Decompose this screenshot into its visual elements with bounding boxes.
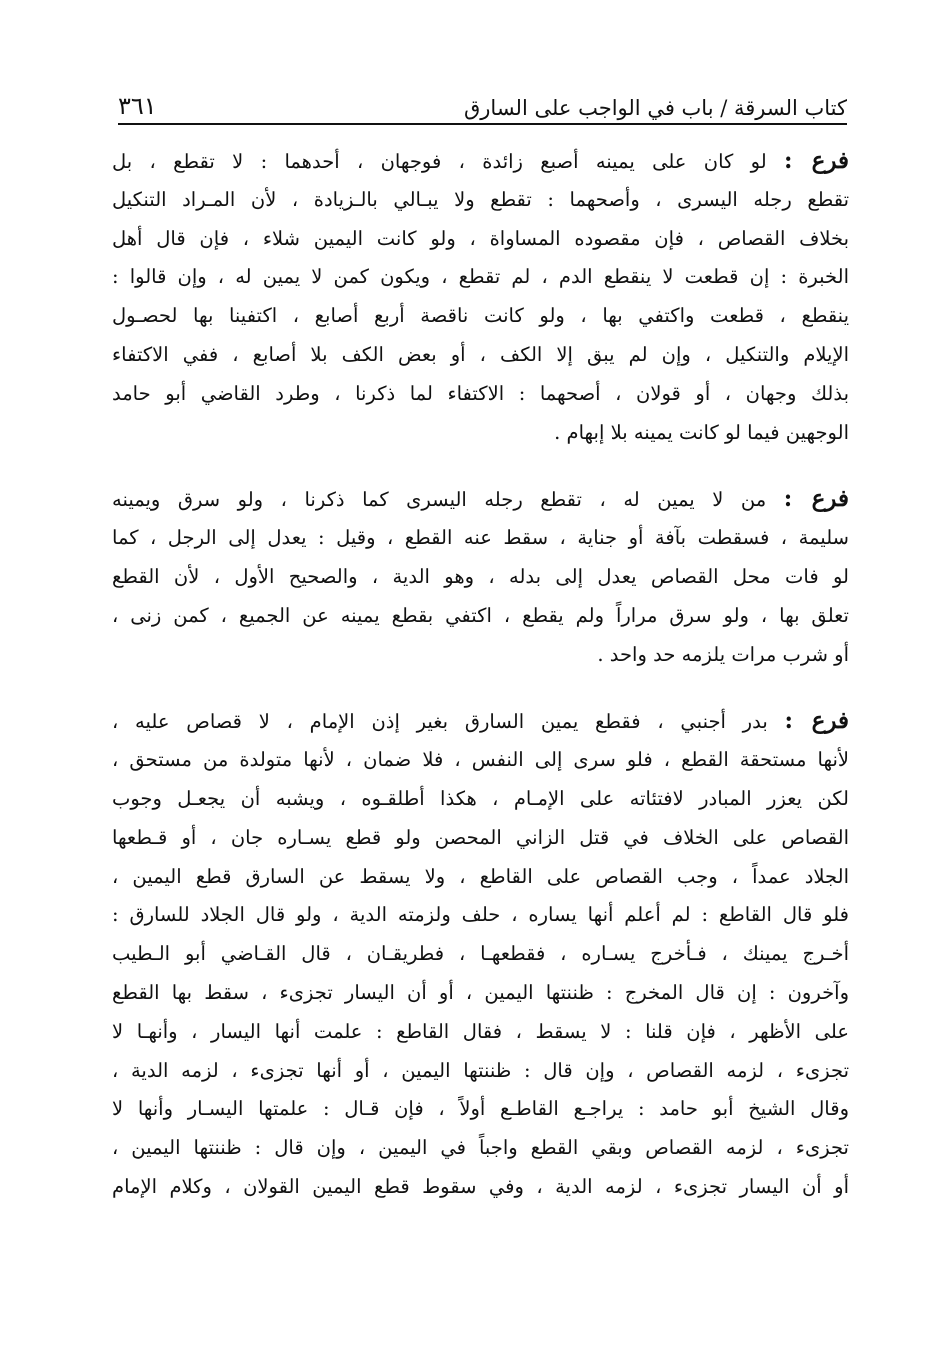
- text-line: لكن يعزر المبادر لافتئاته على الإمـام ، هكذا أطلقـوه ، ويشبه أن يجعـل وجوب: [112, 786, 849, 810]
- running-title: كتاب السرقة / باب في الواجب على السارق: [463, 96, 847, 120]
- section-label: فرع :: [784, 707, 849, 735]
- text-line: تجزىء ، لزمه القصاص وبقي القطع واجباً في اليمين ، وإن قال : ظننتها اليمين ،: [112, 1136, 849, 1160]
- text-line: أو أن اليسار تجزىء ، لزمه الدية ، وفي سقوط قطع اليمين القولان ، وكلام الإمام: [112, 1174, 849, 1198]
- paragraph-gap: [112, 674, 849, 702]
- text-line: أخـرج يمينك ، فـأخرج يسـاره ، فقطعهـا ، فطريقـان ، قال القـاضي أبو الـطيب: [112, 942, 849, 966]
- page-body: [112, 142, 849, 1207]
- text-line: تقطع رجله اليسرى ، وأصحهما : تقطع ولا يبـالي بالـزيادة ، لأن المـراد التنكيل: [112, 187, 849, 211]
- text-line: أو شرب مرات يلزمه حد واحد .: [597, 642, 849, 666]
- header-divider: [118, 123, 847, 125]
- paragraph-2: [112, 480, 849, 674]
- text-line: [112, 142, 849, 181]
- text-line: بذلك وجهان ، أو قولان ، أصحهما : الاكتفاء لما ذكرنا ، وطرد القاضي أبو حامد: [112, 381, 849, 405]
- text-line: الإيلام والتنكيل ، وإن لم يبق إلا الكف ، أو بعض الكف بلا أصابع ، ففي الاكتفاء: [112, 342, 849, 366]
- paragraph-1: [112, 142, 849, 452]
- text-line: [112, 702, 849, 741]
- text-line: فلو قال القاطع : لم أعلم أنها يساره ، حلف ولزمته الدية ، ولو قال الجلاد للسارق :: [112, 903, 849, 927]
- text-line: القصاص على الخلاف في قتل الزاني المحصن ولو قطع يسـاره جان ، أو قـطعها: [112, 825, 849, 849]
- line-text: لو كان على يمينه أصبع زائدة ، فوجهان ، أحدهما : لا تقطع ، بل: [112, 150, 767, 173]
- text-line: على الأظهر ، فإن قلنا : لا يسقط ، فقال القاطع : علمت أنها اليسار ، وأنهـا لا: [112, 1019, 849, 1043]
- text-line: وقال الشيخ أبو حامد : يراجـع القاطـع أولاً ، فإن قـال : علمتها اليسـار وأنها لا: [112, 1097, 849, 1121]
- text-line: وآخرون : إن قال المخرج : ظننتها اليمين ، أو أن اليسار تجزىء ، سقط بها القطع: [112, 980, 849, 1004]
- paragraph-3: [112, 702, 849, 1206]
- text-line: [112, 480, 849, 519]
- page-number: ٣٦١: [118, 92, 157, 120]
- text-line: الجلاد عمداً ، وجب القصاص على القاطع ، ولا يسقط عن السارق قطع اليمين ،: [112, 864, 849, 888]
- text-line: تجزىء ، لزمه القصاص ، وإن قال : ظننتها اليمين ، أو أنها تجزىء ، لزمه الدية ،: [112, 1058, 849, 1082]
- paragraph-gap: [112, 452, 849, 480]
- line-text: من لا يمين له ، تقطع رجله اليسرى كما ذكرنا ، ولو سرق ويمينه: [112, 488, 767, 512]
- text-line: الخبرة : إن قطعت لا ينقطع الدم ، لم تقطع ، ويكون كمن لا يمين له ، وإن قالوا :: [112, 265, 849, 289]
- text-line: سليمة ، فسقطت بآفة أو جناية ، سقط عنه القطع ، وقيل : يعدل إلى الرجل ، كما: [112, 526, 849, 550]
- text-line: بخلاف القصاص ، فإن مقصوده المساواة ، ولو كانت اليمين شلاء ، فإن قال أهل: [112, 226, 849, 250]
- text-line: ينقطع ، قطعت واكتفي بها ، ولو كانت ناقصة أربع أصابع ، اكتفينا بها لحصـول: [112, 304, 849, 328]
- line-text: بدر أجنبي ، فقطع يمين السارق بغير إذن الإمام ، لا قصاص عليه ،: [112, 710, 768, 734]
- page-header: [118, 84, 847, 120]
- text-line: تعلق بها ، ولو سرق مراراً ولم يقطع ، اكتفي بقطع يمينه عن الجميع ، كمن زنى ،: [112, 603, 849, 627]
- text-line: لو فات محل القصاص يعدل إلى بدله ، وهو الدية ، والصحيح الأول ، لأن القطع: [112, 564, 849, 588]
- section-label: فرع :: [783, 485, 849, 513]
- section-label: فرع :: [783, 147, 849, 174]
- text-line: لأنها مستحقة القطع ، فلو سرى إلى النفس ، فلا ضمان ، لأنها متولدة من مستحق ،: [112, 748, 849, 772]
- text-line: الوجهين فيما لو كانت يمينه بلا إبهام .: [554, 420, 849, 444]
